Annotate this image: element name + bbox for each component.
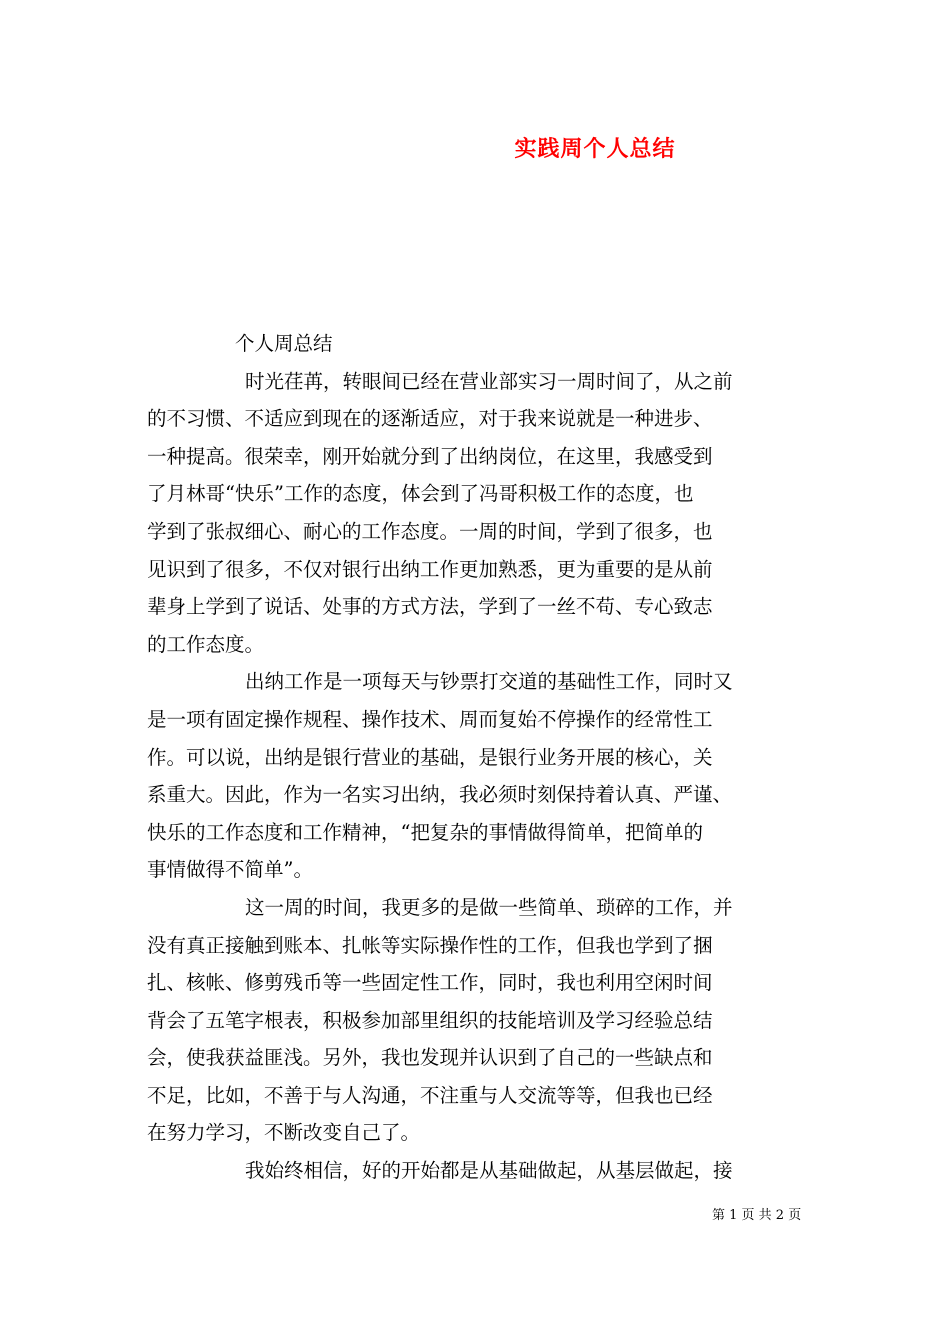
paragraph-line: 背会了五笔字根表，积极参加部里组织的技能培训及学习经验总结 — [147, 1008, 713, 1032]
paragraph-line: 时光荏苒，转眼间已经在营业部实习一周时间了，从之前 — [245, 369, 733, 393]
paragraph-line: 快乐的工作态度和工作精神，“把复杂的事情做得简单，把简单的 — [147, 820, 703, 844]
paragraph-line: 这一周的时间，我更多的是做一些简单、琐碎的工作，并 — [245, 895, 733, 919]
paragraph-line: 了月林哥“快乐”工作的态度，体会到了冯哥积极工作的态度，也 — [147, 482, 694, 506]
document-title: 实践周个人总结 — [514, 136, 676, 162]
paragraph-line: 作。可以说，出纳是银行营业的基础，是银行业务开展的核心，关 — [147, 745, 713, 769]
paragraph-line: 扎、核帐、修剪残币等一些固定性工作，同时，我也利用空闲时间 — [147, 971, 713, 995]
paragraph-line: 个人周总结 — [235, 332, 333, 355]
paragraph-line: 出纳工作是一项每天与钞票打交道的基础性工作，同时又 — [245, 670, 733, 694]
document-body — [147, 325, 807, 1190]
paragraph-line: 系重大。因此，作为一名实习出纳，我必须时刻保持着认真、严谨、 — [147, 783, 733, 807]
paragraph-line: 辈身上学到了说话、处事的方式方法，学到了一丝不苟、专心致志 — [147, 595, 713, 619]
page-footer: 第 1 页 共 2 页 — [712, 1208, 802, 1223]
paragraph-line: 学到了张叔细心、耐心的工作态度。一周的时间，学到了很多，也 — [147, 519, 713, 543]
paragraph-line: 不足，比如，不善于与人沟通，不注重与人交流等等，但我也已经 — [147, 1083, 713, 1107]
paragraph-line: 没有真正接触到账本、扎帐等实际操作性的工作，但我也学到了捆 — [147, 933, 713, 957]
paragraph-line: 的工作态度。 — [147, 632, 265, 656]
paragraph-line: 在努力学习，不断改变自己了。 — [147, 1121, 421, 1145]
paragraph-line: 见识到了很多，不仅对银行出纳工作更加熟悉，更为重要的是从前 — [147, 557, 713, 581]
paragraph-line: 会，使我获益匪浅。另外，我也发现并认识到了自己的一些缺点和 — [147, 1046, 713, 1070]
paragraph-line: 一种提高。很荣幸，刚开始就分到了出纳岗位，在这里，我感受到 — [147, 444, 713, 468]
paragraph-line: 我始终相信，好的开始都是从基础做起，从基层做起，接 — [245, 1159, 733, 1183]
paragraph-line: 事情做得不简单”。 — [147, 858, 313, 882]
paragraph-line: 的不习惯、不适应到现在的逐渐适应，对于我来说就是一种进步、 — [147, 407, 713, 431]
paragraph-line: 是一项有固定操作规程、操作技术、周而复始不停操作的经常性工 — [147, 707, 713, 731]
